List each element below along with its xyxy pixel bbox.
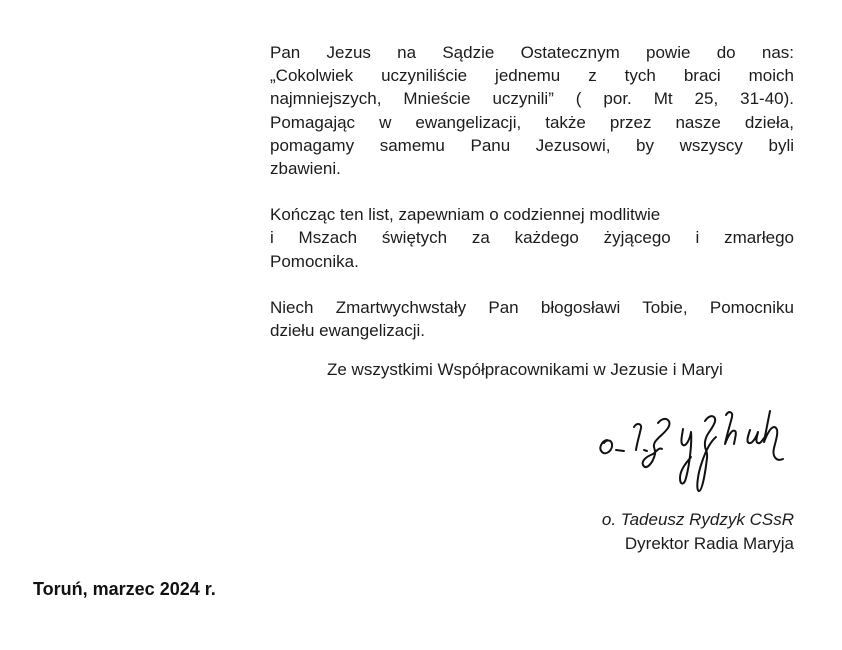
paragraph: [270, 203, 794, 273]
paragraph-line: najmniejszych, Mnieście uczynili” ( por. Mt 25, 31-40).: [270, 89, 794, 109]
paragraph-line: Pomocnika.: [270, 251, 359, 271]
signatory-title: Dyrektor Radia Maryja: [624, 533, 794, 553]
signatory-name: o. Tadeusz Rydzyk CSsR: [601, 510, 794, 530]
paragraph: [270, 41, 794, 180]
paragraph-line: Pomagając w ewangelizacji, także przez nasze dzieła,: [270, 112, 794, 132]
paragraph-line: „Cokolwiek uczyniliście jednemu z tych braci moich: [270, 66, 794, 86]
handwritten-signature-icon: [580, 393, 800, 500]
paragraph-line: pomagamy samemu Panu Jezusowi, by wszyscy byli: [270, 135, 794, 155]
paragraph-line: zbawieni.: [270, 159, 341, 179]
paragraph-line: Kończąc ten list, zapewniam o codziennej modlitwie: [270, 205, 661, 225]
paragraph-line: dziełu ewangelizacji.: [270, 321, 425, 341]
paragraph-line: Pan Jezus na Sądzie Ostatecznym powie do nas:: [270, 43, 794, 62]
closing-line: Ze wszystkimi Współpracownikami w Jezusie i Maryi: [327, 360, 723, 380]
paragraph: [270, 296, 794, 342]
signatory-block: [270, 508, 794, 554]
paragraph-line: Niech Zmartwychwstały Pan błogosławi Tobie, Pomocniku: [270, 297, 794, 317]
dateline: Toruń, marzec 2024 r.: [33, 579, 216, 599]
paragraph-line: i Mszach świętych za każdego żyjącego i zmarłego: [270, 228, 794, 248]
